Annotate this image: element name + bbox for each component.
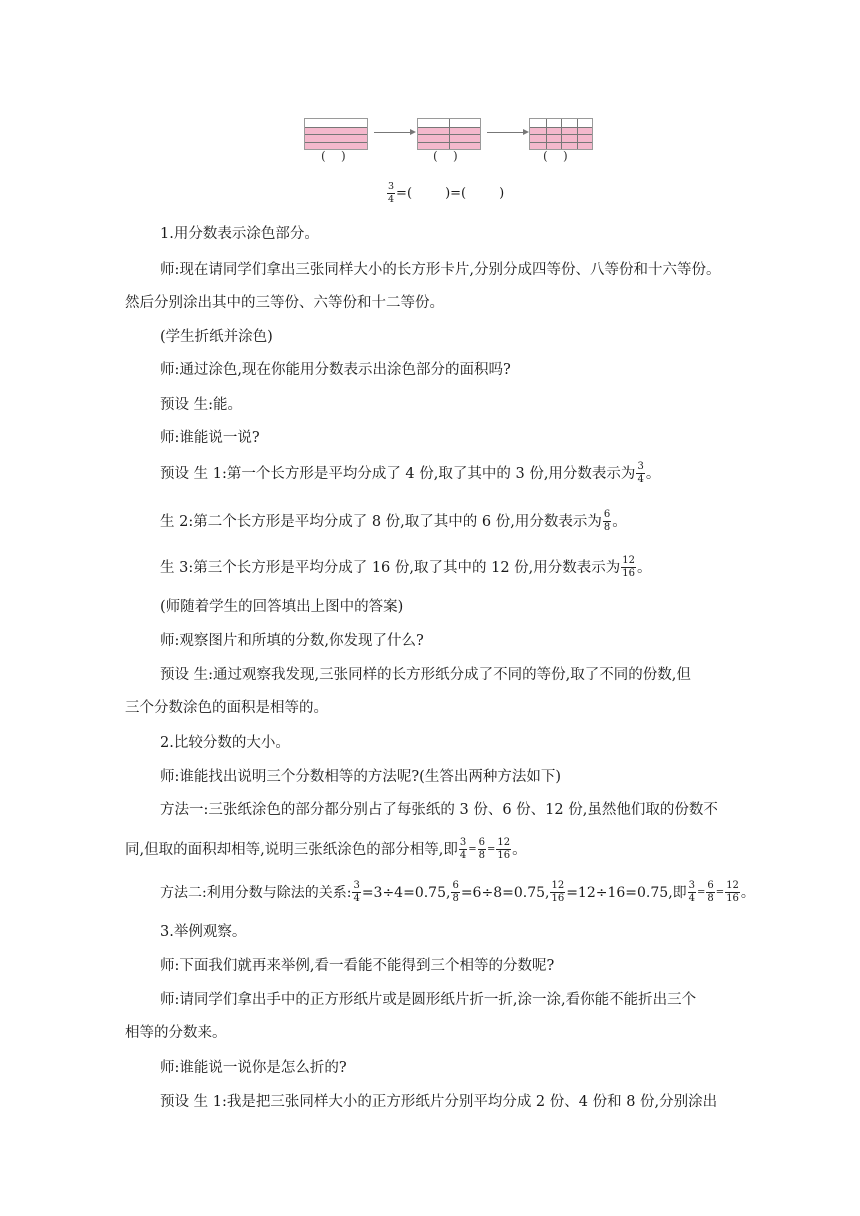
line-13: 预设 生:通过观察我发现,三张同样的长方形纸分成了不同的等份,取了不同的份数,但 xyxy=(160,667,691,683)
line-24: 师:谁能说一说你是怎么折的? xyxy=(160,1060,347,1076)
line-11: (师随着学生的回答填出上图中的答案) xyxy=(160,599,404,615)
arrow-icon xyxy=(487,132,527,133)
rectangle-quarters xyxy=(304,118,368,150)
fraction: $\frac{3}{4}$ xyxy=(688,880,696,904)
fraction: $\frac{6}{8}$ xyxy=(603,509,611,533)
line-21: 师:下面我们就再来举例,看一看能不能得到三个相等的分数呢? xyxy=(160,958,555,974)
line-1: 1.用分数表示涂色部分。 xyxy=(160,226,319,242)
shaded-area xyxy=(305,127,367,150)
answer-blank-1: ( ) xyxy=(321,149,346,163)
line-7: 师:谁能说一说? xyxy=(160,430,260,446)
line-4: (学生折纸并涂色) xyxy=(160,329,273,345)
line-6: 预设 生:能。 xyxy=(160,397,242,413)
fraction: $\frac{3}{4}$ xyxy=(388,181,395,205)
equivalence-equation: $\frac{3}{4}$ =( )=( ) xyxy=(388,181,505,205)
fraction: $\frac{12}{16}$ xyxy=(497,837,511,861)
line-9: 生 2:第二个长方形是平均分成了 8 份,取了其中的 6 份,用分数表示为 $\frac{6}{8}$ 。 xyxy=(160,509,627,533)
answer-blank-3: ( ) xyxy=(543,149,568,163)
fraction: $\frac{6}{8}$ xyxy=(478,837,485,861)
arrow-icon xyxy=(374,132,414,133)
answer-blank-2: ( ) xyxy=(433,149,458,163)
line-23: 相等的分数来。 xyxy=(125,1025,227,1041)
rectangle-sixteenths xyxy=(529,118,593,150)
line-25: 预设 生 1:我是把三张同样大小的正方形纸片分别平均分成 2 份、4 份和 8 份,分别涂出 xyxy=(160,1094,718,1110)
line-19: 方法二:利用分数与除法的关系: $\frac{3}{4}$ =3÷4=0.75, $\frac{6}{8}$ =6÷8=0.75, $\frac{12}{16}$ =12÷16=0.75,即 $\frac{3}{4}$ = $\frac{6}{8}$ = $\frac{12}{16}$ 。 xyxy=(160,880,755,904)
line-15: 2.比较分数的大小。 xyxy=(160,735,290,751)
fraction: $\frac{6}{8}$ xyxy=(707,880,714,904)
fraction: $\frac{3}{4}$ xyxy=(637,461,644,485)
line-5: 师:通过涂色,现在你能用分数表示出涂色部分的面积吗? xyxy=(160,362,511,378)
line-17: 方法一:三张纸涂色的部分都分别占了每张纸的 3 份、6 份、12 份,虽然他们取的份数不 xyxy=(160,802,718,818)
line-2: 师:现在请同学们拿出三张同样大小的长方形卡片,分别分成四等份、八等份和十六等份。 xyxy=(160,262,721,278)
fraction: $\frac{12}{16}$ xyxy=(622,555,636,579)
line-12: 师:观察图片和所填的分数,你发现了什么? xyxy=(160,633,424,649)
line-16: 师:谁能找出说明三个分数相等的方法呢?(生答出两种方法如下) xyxy=(160,769,561,785)
fraction: $\frac{6}{8}$ xyxy=(452,880,459,904)
fraction-figure xyxy=(300,114,600,214)
line-18: 同,但取的面积却相等,说明三张纸涂色的部分相等,即 $\frac{3}{4}$ = $\frac{6}{8}$ = $\frac{12}{16}$ 。 xyxy=(125,837,527,861)
fraction: $\frac{12}{16}$ xyxy=(726,880,739,904)
line-22: 师:请同学们拿出手中的正方形纸片或是圆形纸片折一折,涂一涂,看你能不能折出三个 xyxy=(160,992,697,1008)
line-20: 3.举例观察。 xyxy=(160,924,247,940)
rectangle-eighths xyxy=(417,118,481,150)
line-10: 生 3:第三个长方形是平均分成了 16 份,取了其中的 12 份,用分数表示为 $\frac{12}{16}$ 。 xyxy=(160,555,652,579)
fraction: $\frac{3}{4}$ xyxy=(353,880,360,904)
fraction: $\frac{12}{16}$ xyxy=(551,880,565,904)
line-8: 预设 生 1:第一个长方形是平均分成了 4 份,取了其中的 3 份,用分数表示为 $\frac{3}{4}$ 。 xyxy=(160,461,661,485)
line-14: 三个分数涂色的面积是相等的。 xyxy=(125,700,328,716)
line-3: 然后分别涂出其中的三等份、六等份和十二等份。 xyxy=(125,295,444,311)
fraction: $\frac{3}{4}$ xyxy=(459,837,467,861)
